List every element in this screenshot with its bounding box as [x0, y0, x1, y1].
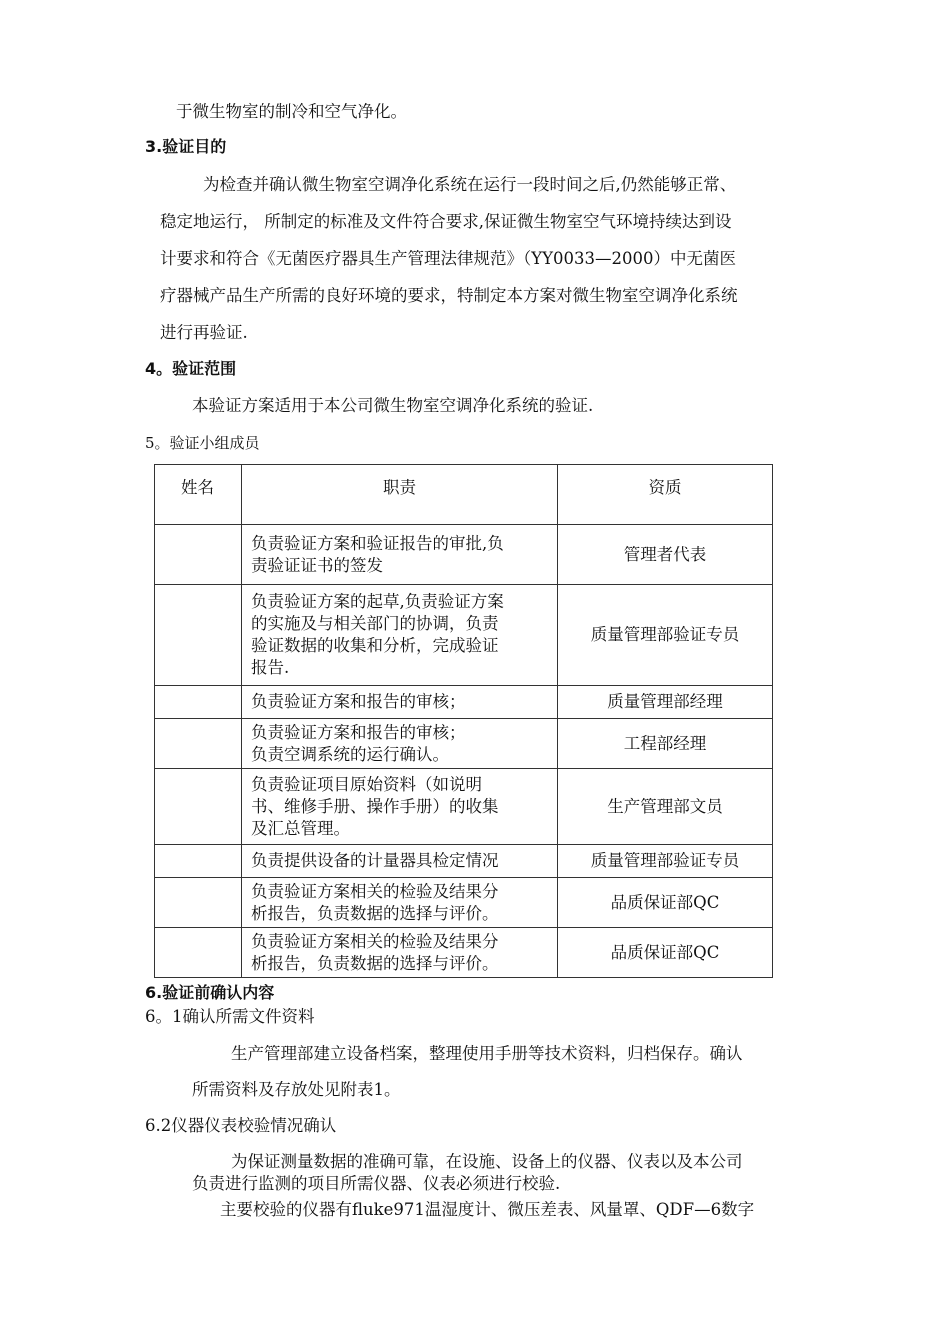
- section-5-heading: 5。验证小组成员: [145, 434, 260, 452]
- cell-name: [155, 525, 242, 585]
- table-row: [155, 525, 773, 585]
- table-row: [155, 719, 773, 769]
- table-row: [155, 928, 773, 978]
- cell-qualification: 质量管理部验证专员: [558, 585, 773, 686]
- section-3-heading: 3.验证目的: [145, 137, 227, 156]
- section-4-text: 本验证方案适用于本公司微生物室空调净化系统的验证.: [192, 396, 594, 415]
- cell-duty: [242, 686, 558, 719]
- intro-line: 于微生物室的制冷和空气净化。: [176, 102, 407, 121]
- duty-line: 负责提供设备的计量器具检定情况: [251, 851, 499, 870]
- cell-duty: [242, 845, 558, 878]
- cell-qualification: 生产管理部文员: [558, 769, 773, 845]
- table-row: [155, 686, 773, 719]
- table-header-row: [155, 465, 773, 525]
- table-row: [155, 585, 773, 686]
- cell-qualification: 工程部经理: [558, 719, 773, 769]
- cell-duty: [242, 928, 558, 978]
- section-6-2-line: 为保证测量数据的准确可靠，在设施、设备上的仪器、仪表以及本公司: [231, 1152, 743, 1171]
- cell-name: [155, 719, 242, 769]
- duty-line: 报告.: [251, 658, 290, 677]
- duty-line: 负责验证方案和报告的审核；: [251, 722, 466, 742]
- cell-name: [155, 769, 242, 845]
- header-name: 姓名: [155, 465, 242, 525]
- duty-line: 及汇总管理。: [251, 818, 350, 838]
- duty-line: 书、维修手册、操作手册）的收集: [251, 796, 499, 816]
- section-6-1-line: 所需资料及存放处见附表1。: [192, 1080, 401, 1099]
- header-qualification: 资质: [558, 465, 773, 525]
- table-row: [155, 769, 773, 845]
- cell-qualification: 质量管理部经理: [558, 686, 773, 719]
- cell-name: [155, 878, 242, 928]
- table-row: [155, 845, 773, 878]
- section-3-line: 稳定地运行， 所制定的标准及文件符合要求,保证微生物室空气环境持续达到设: [160, 212, 732, 231]
- cell-name: [155, 928, 242, 978]
- section-6-2-line: 负责进行监测的项目所需仪器、仪表必须进行校验.: [192, 1174, 561, 1193]
- section-6-1-heading: 6。1确认所需文件资料: [145, 1007, 315, 1026]
- cell-qualification: 质量管理部验证专员: [558, 845, 773, 878]
- cell-duty: [242, 585, 558, 686]
- duty-line: 负责空调系统的运行确认。: [251, 744, 449, 764]
- header-duty: 职责: [242, 465, 558, 525]
- duty-line: 析报告，负责数据的选择与评价。: [251, 903, 499, 923]
- cell-qualification: 品质保证部QC: [558, 878, 773, 928]
- section-4-heading: 4。验证范围: [145, 359, 237, 378]
- duty-line: 负责验证项目原始资料（如说明: [251, 774, 482, 794]
- duty-line: 负责验证方案的起草,负责验证方案: [251, 592, 504, 611]
- cell-qualification: 品质保证部QC: [558, 928, 773, 978]
- cell-name: [155, 585, 242, 686]
- cell-qualification: 管理者代表: [558, 525, 773, 585]
- members-table: [154, 464, 773, 978]
- cell-name: [155, 686, 242, 719]
- duty-line: 责验证证书的签发: [251, 555, 383, 575]
- section-3-line: 计要求和符合《无菌医疗器具生产管理法律规范》（YY0033—2000）中无菌医: [160, 249, 737, 268]
- duty-line: 负责验证方案相关的检验及结果分: [251, 931, 499, 951]
- cell-duty: [242, 769, 558, 845]
- duty-line: 负责验证方案和报告的审核；: [251, 692, 466, 711]
- cell-duty: [242, 878, 558, 928]
- duty-line: 负责验证方案相关的检验及结果分: [251, 881, 499, 901]
- cell-name: [155, 845, 242, 878]
- duty-line: 析报告，负责数据的选择与评价。: [251, 953, 499, 973]
- section-6-2-heading: 6.2仪器仪表校验情况确认: [145, 1116, 337, 1135]
- section-6-heading: 6.验证前确认内容: [145, 983, 275, 1002]
- section-3-line: 疗器械产品生产所需的良好环境的要求，特制定本方案对微生物室空调净化系统: [160, 286, 738, 305]
- duty-line: 负责验证方案和验证报告的审批,负: [251, 533, 504, 553]
- duty-line: 的实施及与相关部门的协调，负责: [251, 614, 499, 633]
- cell-duty: [242, 719, 558, 769]
- section-6-2-line: 主要校验的仪器有fluke971温湿度计、微压差表、风量罩、QDF—6数字: [220, 1200, 755, 1219]
- section-6-1-line: 生产管理部建立设备档案，整理使用手册等技术资料，归档保存。确认: [231, 1044, 743, 1063]
- duty-line: 验证数据的收集和分析，完成验证: [251, 636, 499, 655]
- section-3-line: 进行再验证.: [160, 323, 248, 342]
- table-row: [155, 878, 773, 928]
- cell-duty: [242, 525, 558, 585]
- section-3-line: 为检查并确认微生物室空调净化系统在运行一段时间之后,仍然能够正常、: [203, 175, 737, 194]
